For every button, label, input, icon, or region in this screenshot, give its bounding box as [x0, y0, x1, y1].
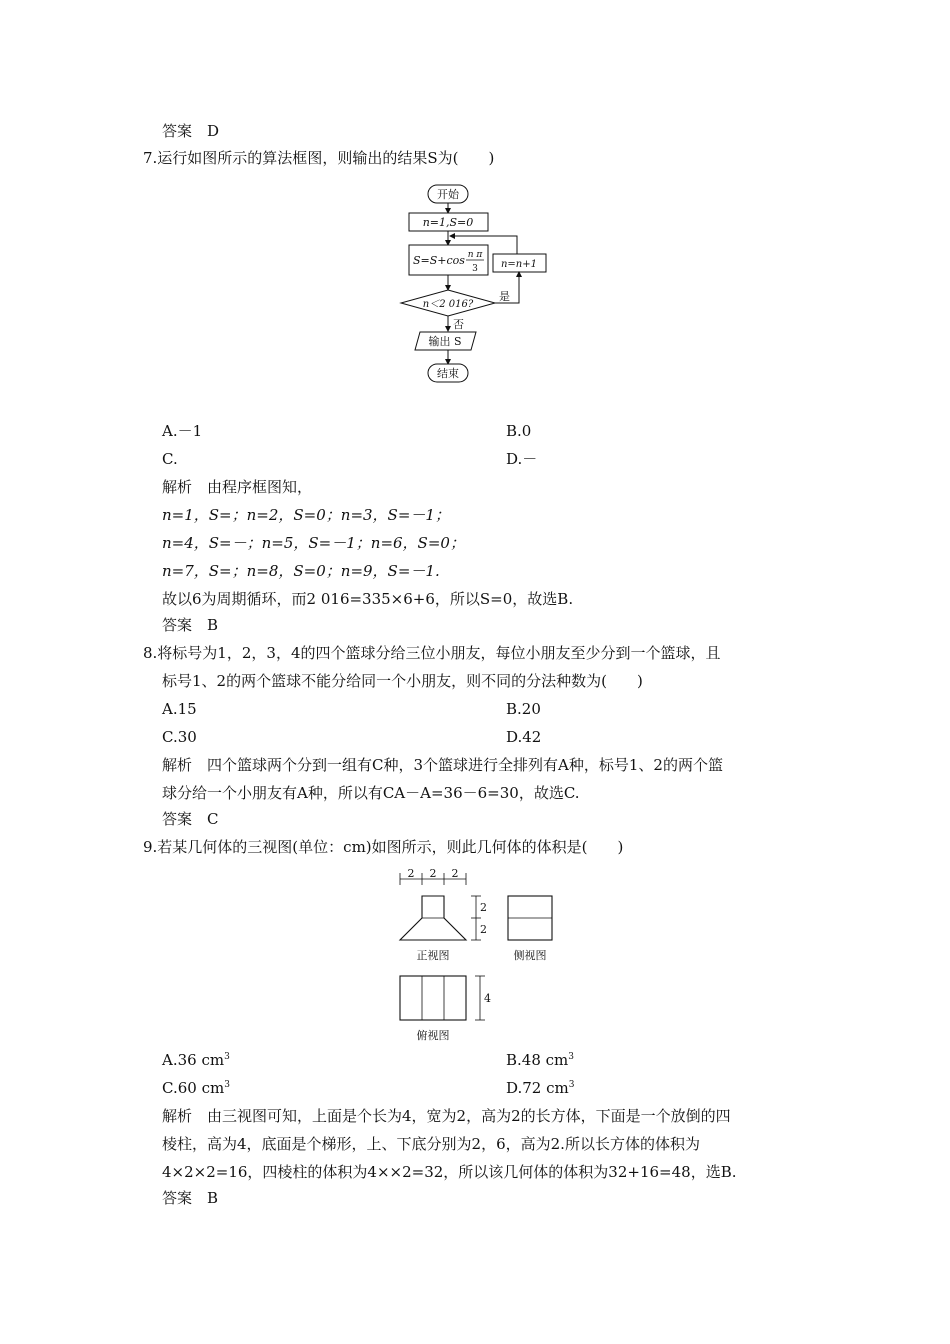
top-view-shape	[400, 976, 466, 1020]
flow-no-label: 否	[453, 318, 464, 331]
dim-bottom: 4	[484, 992, 491, 1005]
side-view-label: 侧视图	[513, 949, 547, 962]
flow-increment-text: n=n+1	[500, 259, 538, 270]
q9-analysis-line-1: 解析 由三视图可知，上面是个长为4，宽为2，高为2的长方体，下面是一个放倒的四	[162, 1107, 731, 1125]
answer-q6: 答案 D	[162, 122, 220, 140]
q7-analysis-line-2: n=4，S=－；n=5，S=－1；n=6，S=0；	[162, 534, 465, 552]
dim-side-2: 2	[480, 923, 487, 936]
dim-top-1: 2	[407, 867, 415, 880]
three-view-figure	[390, 864, 570, 1044]
question-8-stem-line-1: 8.将标号为1，2，3，4的四个篮球分给三位小朋友，每位小朋友至少分到一个篮球，且	[143, 644, 721, 662]
question-7-stem: 7.运行如图所示的算法框图，则输出的结果S为( )	[143, 149, 495, 167]
answer-q9: 答案 B	[162, 1189, 219, 1207]
q9-option-a: A.36 $cm^3$	[162, 1051, 230, 1069]
q9-option-b: B.48 $cm^3$	[506, 1051, 575, 1069]
q8-option-a: A.15	[162, 700, 197, 718]
q7-option-c: C.	[162, 450, 178, 468]
q9-analysis-line-3: 4×2×2=16，四棱柱的体积为4××2=32，所以该几何体的体积为32+16=48，选B.	[162, 1163, 737, 1181]
flow-decision-text: n＜2 016?	[422, 299, 474, 310]
flow-frac-num: n π	[467, 250, 483, 260]
flow-yes-label: 是	[499, 290, 510, 303]
q8-analysis-line-1: 解析 四个篮球两个分到一组有C种，3个篮球进行全排列有A种，标号1、2的两个篮	[162, 756, 723, 774]
flow-frac-den: 3	[472, 264, 478, 274]
q7-conclusion: 故以6为周期循环，而2 016=335×6+6，所以S=0，故选B.	[162, 590, 574, 608]
q7-analysis-line-3: n=7，S=；n=8，S=0；n=9，S=－1.	[162, 562, 440, 580]
q8-option-d: D.42	[506, 728, 542, 746]
flow-process-text: S=S+cos	[413, 254, 465, 267]
dim-top-3: 2	[451, 867, 459, 880]
answer-q8: 答案 C	[162, 810, 219, 828]
dim-top-2: 2	[429, 867, 437, 880]
flow-start-text: 开始	[437, 188, 459, 201]
top-view-label: 俯视图	[416, 1029, 450, 1042]
flow-output-text: 输出 S	[428, 335, 462, 348]
flow-init-text: n=1,S=0	[422, 216, 474, 229]
q9-option-d: D.72 $cm^3$	[506, 1079, 575, 1097]
flowchart-figure	[395, 178, 565, 390]
q9-option-c: C.60 $cm^3$	[162, 1079, 230, 1097]
flow-end-text: 结束	[437, 367, 459, 380]
dim-side-1: 2	[480, 901, 487, 914]
q7-analysis-line-1: n=1，S=；n=2，S=0；n=3，S=－1；	[162, 506, 450, 524]
front-view-label: 正视图	[416, 949, 450, 962]
q9-analysis-line-2: 棱柱，高为4，底面是个梯形，上、下底分别为2，6，高为2.所以长方体的体积为	[162, 1135, 700, 1153]
answer-q7: 答案 B	[162, 616, 219, 634]
question-9-stem: 9.若某几何体的三视图(单位：cm)如图所示，则此几何体的体积是( )	[143, 838, 624, 856]
q8-option-c: C.30	[162, 728, 197, 746]
q8-analysis-line-2: 球分给一个小朋友有A种，所以有CA－A=36－6=30，故选C.	[162, 784, 580, 802]
q7-option-d: D.－	[506, 450, 538, 468]
q7-analysis-head: 解析 由程序框图知，	[162, 478, 313, 496]
q7-option-b: B.0	[506, 422, 532, 440]
question-8-stem-line-2: 标号1、2的两个篮球不能分给同一个小朋友，则不同的分法种数为( )	[162, 672, 643, 690]
q7-option-a: A.－1	[162, 422, 203, 440]
q8-option-b: B.20	[506, 700, 541, 718]
